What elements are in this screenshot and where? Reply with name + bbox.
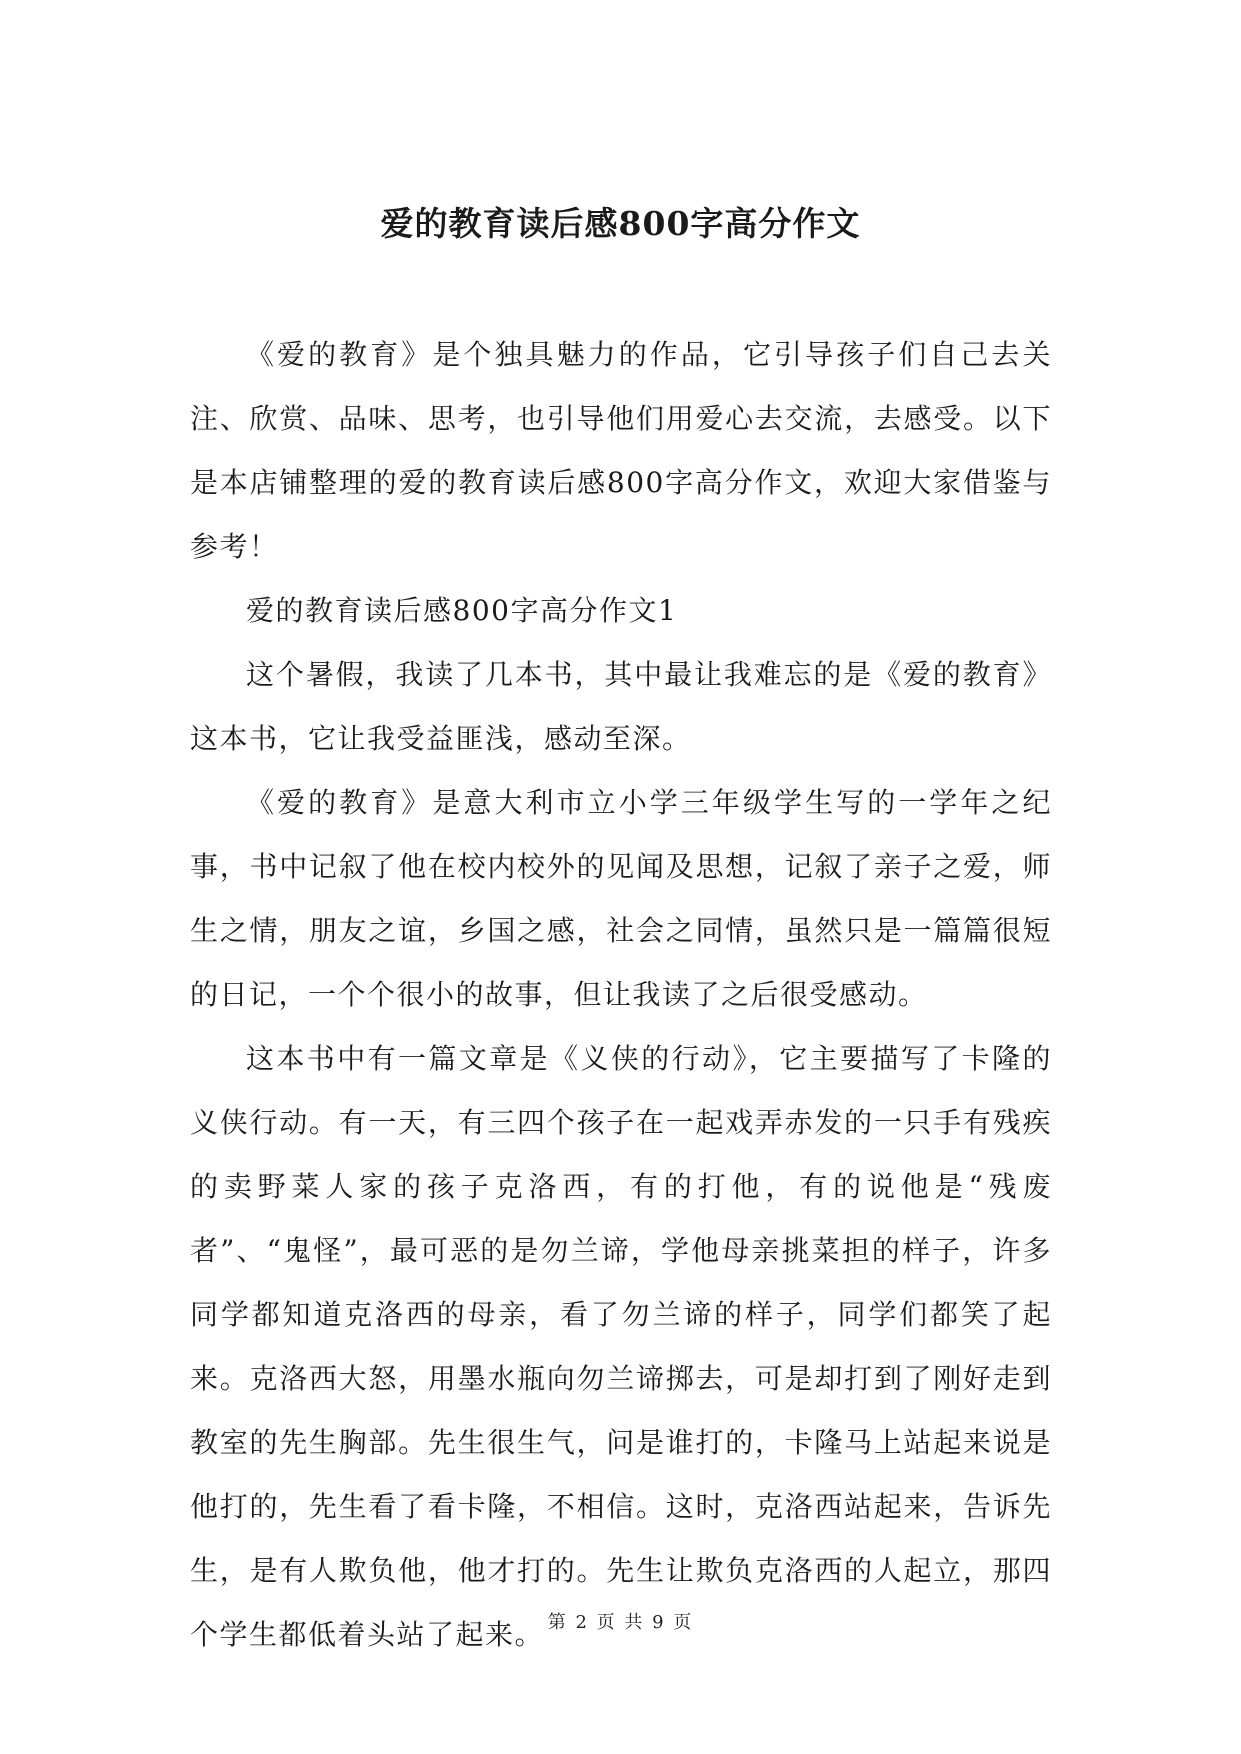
document-title: 爱的教育读后感800字高分作文 xyxy=(380,204,861,243)
section-heading: 爱的教育读后感800字高分作文1 xyxy=(246,594,678,627)
page-footer xyxy=(0,1608,1241,1634)
body-paragraph: 这个暑假，我读了几本书，其中最让我难忘的是《爱的教育》这本书，它让我受益匪浅，感动至深。 xyxy=(190,658,1052,755)
total-page-count: 9 xyxy=(652,1612,666,1633)
document-body xyxy=(190,323,1052,1667)
footer-middle: 页 共 xyxy=(596,1612,645,1633)
footer-suffix: 页 xyxy=(673,1612,694,1633)
footer-prefix: 第 xyxy=(547,1612,568,1633)
current-page-number: 2 xyxy=(575,1612,589,1633)
body-paragraph: 《爱的教育》是意大利市立小学三年级学生写的一学年之纪事，书中记叙了他在校内校外的见闻及思想，记叙了亲子之爱，师生之情，朋友之谊，乡国之感，社会之同情，虽然只是一篇篇很短的日记，一个个很小的故事，但让我读了之后很受感动。 xyxy=(190,786,1052,1011)
intro-paragraph: 《爱的教育》是个独具魅力的作品，它引导孩子们自己去关注、欣赏、品味、思考，也引导他们用爱心去交流，去感受。以下是本店铺整理的爱的教育读后感800字高分作文，欢迎大家借鉴与参考！ xyxy=(190,338,1052,563)
body-paragraph: 这本书中有一篇文章是《义侠的行动》，它主要描写了卡隆的义侠行动。有一天，有三四个孩子在一起戏弄赤发的一只手有残疾的卖野菜人家的孩子克洛西，有的打他，有的说他是“残废者”、“鬼怪”，最可恶的是勿兰谛，学他母亲挑菜担的样子，许多同学都知道克洛西的母亲，看了勿兰谛的样子，同学们都笑了起来。克洛西大怒，用墨水瓶向勿兰谛掷去，可是却打到了刚好走到教室的先生胸部。先生很生气，问是谁打的，卡隆马上站起来说是他打的，先生看了看卡隆，不相信。这时，克洛西站起来，告诉先生，是有人欺负他，他才打的。先生让欺负克洛西的人起立，那四个学生都低着头站了起来。 xyxy=(190,1042,1052,1651)
